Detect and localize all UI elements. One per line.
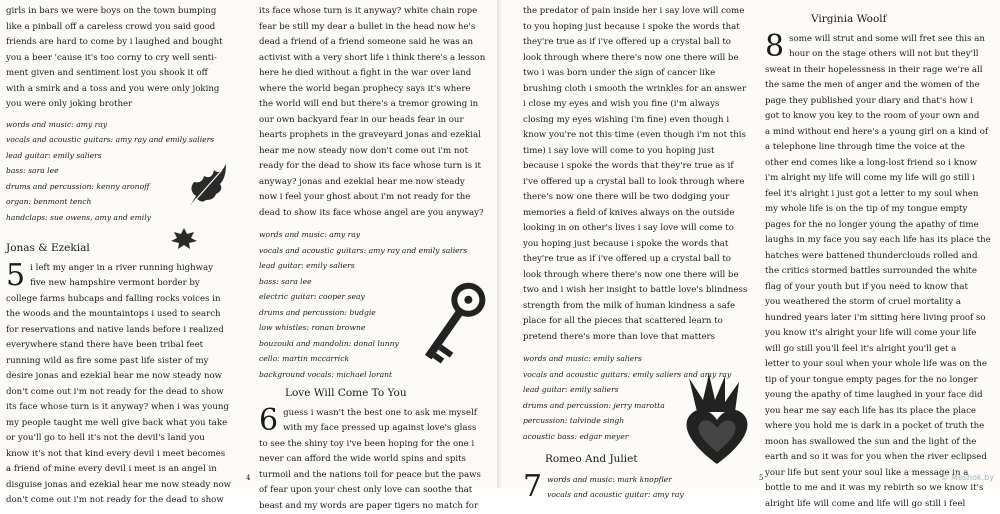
- lyric-line: friends are hard to come by i laughed and bought: [6, 35, 246, 51]
- lyric-line: everywhere stand there have been tribal feet: [6, 338, 246, 354]
- credit-line: words and music: amy ray: [6, 117, 246, 133]
- track-number: 5: [6, 262, 25, 290]
- track-number: 6: [259, 407, 278, 435]
- credit-line: vocals and acoustic guitars: emily saliers and amy ray: [523, 367, 763, 383]
- credit-line: electric guitar: cooper seay: [259, 289, 495, 305]
- credit-line: cello: martin mccarrick: [259, 351, 495, 367]
- lyric-line: its face whose turn is it anyway? when i was young: [6, 400, 246, 416]
- lyric-line: know you're not this time (even though i'm not this: [523, 128, 763, 144]
- lyric-line: strength from the milk of human kindness a safe: [523, 299, 763, 315]
- credit-line: lead guitar: emily saliers: [259, 258, 495, 274]
- lyric-line: its face whose turn is it anyway? white chain rope: [259, 4, 495, 20]
- credit-line: handclaps: sue owens, amy and emily: [6, 210, 246, 226]
- song-lyrics: [765, 32, 997, 513]
- maple-leaf-icon: [170, 226, 198, 250]
- lyric-line: where you hold me is dark in a pocket of truth the: [765, 419, 997, 435]
- lyric-line: letter to your soul when your whole life was on the: [765, 357, 997, 373]
- credit-line: bass: sara lee: [6, 163, 246, 179]
- lyric-line: young the apathy of time laughed in your face did: [765, 388, 997, 404]
- right-page: [501, 0, 1000, 488]
- lyric-line: a friend of mine every devil i meet is an angel in: [6, 462, 246, 478]
- lyric-line: bottle to me and it was my rebirth so we know it's: [765, 481, 997, 497]
- lyric-line: don't come out i'm not ready for the dead to show: [6, 493, 246, 509]
- song-title: Jonas & Ezekial: [6, 241, 246, 257]
- lyric-line: dead to show its face whose angel are you anyway?: [259, 206, 495, 222]
- lyric-line: hatches were battened thunderclouds rolled and: [765, 249, 997, 265]
- lyric-line: they're true as if i've offered up a crystal ball to: [523, 35, 763, 51]
- track-number: 7: [523, 473, 542, 501]
- track-number: 8: [765, 33, 784, 61]
- lyric-line: flag of your youth but if you need to know that: [765, 280, 997, 296]
- credit-line: lead guitar: emily saliers: [6, 148, 246, 164]
- lyric-line: memories a field of knives always on the outside: [523, 206, 763, 222]
- lyric-line: two and i wish her insight to battle love's blindness: [523, 283, 763, 299]
- intro-lyrics: [6, 4, 246, 113]
- lyric-line: earth and so it was for you when the river eclipsed: [765, 450, 997, 466]
- left-page: [0, 0, 499, 488]
- lyric-line: i've offered up a crystal ball to look through where: [523, 175, 763, 191]
- credit-line: lead guitar: emily saliers: [523, 382, 763, 398]
- lyric-line: looking in on other's lives i say love will come to: [523, 221, 763, 237]
- lyric-line: they're true as if i've offered up a crystal ball to: [523, 252, 763, 268]
- page-number: 4: [246, 474, 250, 482]
- credit-line: words and music: amy ray: [259, 227, 495, 243]
- credit-line: background vocals: michael lorant: [259, 367, 495, 383]
- credit-line: percussion: talvinde singh: [523, 413, 763, 429]
- lyric-line: don't come out i'm not ready for the dead to show: [6, 385, 246, 401]
- leaf-icon: [182, 160, 232, 210]
- lyric-line: or you'll go to hell it's not the devil's land you: [6, 431, 246, 447]
- lyric-line: activist with a very short life i think there's a lesson: [259, 51, 495, 67]
- lyric-line: closing my eyes wishing i'm fine) even though i: [523, 113, 763, 129]
- lyric-line: ment given and sentiment lost you shook it off: [6, 66, 246, 82]
- left-column-1: [6, 4, 246, 509]
- lyric-line: alright life will come and life will go still i feel: [765, 497, 997, 513]
- key-icon: [410, 276, 490, 376]
- lyric-line: feel it's alright i just got a letter to my soul when: [765, 187, 997, 203]
- song-lyrics-continued: [259, 4, 495, 221]
- lyric-line: place for all the pieces that scattered learn to: [523, 314, 763, 330]
- lyric-line: a mind without end here's a young girl on a kind of: [765, 125, 997, 141]
- lyric-line: anyway? jonas and ezekial hear me now steady: [259, 175, 495, 191]
- lyric-line: girls in bars we were boys on the town bumping: [6, 4, 246, 20]
- lyric-line: hour on the stage others will not but they'll: [765, 47, 997, 63]
- credit-line: drums and percussion: kenny aronoff: [6, 179, 246, 195]
- song-lyrics-continued: [523, 4, 763, 345]
- lyric-line: will go still you'll feel it's alright you'll get a: [765, 342, 997, 358]
- lyric-line: you hear me say each life has its place the place: [765, 404, 997, 420]
- lyric-line: brushing cloth i smooth the wrinkles for an answer: [523, 82, 763, 98]
- lyric-line: to see the shiny toy i've been hoping for the one i: [259, 437, 495, 453]
- lyric-line: i'm alright my life will come my life will go still i: [765, 171, 997, 187]
- lyric-line: the critics stormed battles surrounded the white: [765, 264, 997, 280]
- lyric-line: you know it's alright your life will come your life: [765, 326, 997, 342]
- lyric-line: the world will end but there's a tremor growing in: [259, 97, 495, 113]
- lyric-line: desire jonas and ezekial hear me now steady now: [6, 369, 246, 385]
- lyric-line: i close my eyes and wish you fine (i'm always: [523, 97, 763, 113]
- watermark: © Meshok.by: [941, 473, 995, 482]
- lyric-line: page they published your diary and that's how i: [765, 94, 997, 110]
- lyric-line: like a pinball off a careless crowd you said good: [6, 20, 246, 36]
- lyric-line: you a beer 'cause it's too corny to cry well senti-: [6, 51, 246, 67]
- song-title: Romeo And Juliet: [545, 452, 763, 468]
- page-number: 5: [759, 474, 763, 482]
- credit-line: vocals and acoustic guitars: amy ray and emily saliers: [259, 243, 495, 259]
- lyric-line: to you hoping just because i spoke the words that: [523, 20, 763, 36]
- lyric-line: disguise jonas and ezekial hear me now steady now: [6, 478, 246, 494]
- lyric-line: other end comes like a long-lost friend so i know: [765, 156, 997, 172]
- lyric-line: time) i say love will come to you hoping just: [523, 144, 763, 160]
- lyric-line: you were only joking brother: [6, 97, 246, 113]
- lyric-line: here he died without a fight in the war over land: [259, 66, 495, 82]
- credit-line: vocals and acoustic guitars: amy ray and emily saliers: [6, 132, 246, 148]
- lyric-line: with a smirk and a toss and you were only joking: [6, 82, 246, 98]
- song-title: Love Will Come To You: [285, 386, 495, 402]
- lyric-line: the predator of pain inside her i say love will come: [523, 4, 763, 20]
- credit-line: low whistles: ronan browne: [259, 320, 495, 336]
- credit-line: bass: sara lee: [259, 274, 495, 290]
- lyric-line: pretend there's more than love that matters: [523, 330, 763, 346]
- credit-line: drums and percussion: jerry marotta: [523, 398, 763, 414]
- lyric-line: for reservations and native lands before i realized: [6, 323, 246, 339]
- song-lyrics: [259, 406, 495, 514]
- lyric-line: with my face pressed up against love's glass: [259, 421, 495, 437]
- lyric-line: sweat in their hopelessness in their rage we're all: [765, 63, 997, 79]
- lyric-line: guess i wasn't the best one to ask me myself: [259, 406, 495, 422]
- lyric-line: because i spoke the words that they're true as if: [523, 159, 763, 175]
- lyric-line: got to know you key to the room of your own and: [765, 109, 997, 125]
- lyric-line: my whole life is on the tip of my tongue empty: [765, 202, 997, 218]
- credit-line: bouzouki and mandolin: donal lunny: [259, 336, 495, 352]
- lyric-line: you weathered the storm of cruel mortality a: [765, 295, 997, 311]
- lyric-line: college farms hubcaps and falling rocks voices in: [6, 292, 246, 308]
- lyric-line: the same the men of anger and the women of the: [765, 78, 997, 94]
- lyric-line: moon has swallowed the sun and the light of the: [765, 435, 997, 451]
- credit-line: acoustic bass: edgar meyer: [523, 429, 763, 445]
- lyric-line: five new hampshire vermont border by: [6, 276, 246, 292]
- song-credits: [523, 472, 763, 503]
- lyric-line: laughs in my face you say each life has its place the: [765, 233, 997, 249]
- lyric-line: your life but sent your soul like a message in a: [765, 466, 997, 482]
- song-lyrics: [523, 472, 763, 503]
- lyric-line: running wild as fire some past life sister of my: [6, 354, 246, 370]
- lyric-line: look through where there's now one there will be: [523, 51, 763, 67]
- credit-line: drums and percussion: budgie: [259, 305, 495, 321]
- song-lyrics: [6, 261, 246, 509]
- lyric-line: pages for the no longer young the apathy of time: [765, 218, 997, 234]
- lyric-line: beast and my words are paper tigers no match for: [259, 499, 495, 514]
- lyric-line: know it's not that kind every devil i meet becomes: [6, 447, 246, 463]
- lyric-line: a telephone line through time the voice at the: [765, 140, 997, 156]
- right-column-2: [765, 4, 997, 512]
- song-title: Virginia Woolf: [811, 12, 997, 28]
- credit-line: vocals and acoustic guitar: amy ray: [523, 487, 763, 503]
- lyric-line: dead a friend of a friend someone said he was an: [259, 35, 495, 51]
- sacred-heart-icon: [677, 372, 757, 468]
- lyric-line: never can afford the wide world spins and spits: [259, 452, 495, 468]
- lyric-line: my people taught me well give back what you take: [6, 416, 246, 432]
- lyric-line: now i feel your ghost about i'm not ready for the: [259, 190, 495, 206]
- credit-line: words and music: emily saliers: [523, 351, 763, 367]
- lyric-line: some will strut and some will fret see this an: [765, 32, 997, 48]
- lyric-line: of fear upon your chest only love can soothe that: [259, 483, 495, 499]
- credit-line: words and music: mark knopfler: [523, 472, 763, 488]
- lyric-line: hearts prophets in the graveyard jonas and ezekial: [259, 128, 495, 144]
- lyric-line: look through where there's now one there will be: [523, 268, 763, 284]
- lyric-line: turmoil and the nations toil for peace but the paws: [259, 468, 495, 484]
- lyric-line: the woods and the mountaintops i used to search: [6, 307, 246, 323]
- lyric-line: i left my anger in a river running highway: [6, 261, 246, 277]
- lyric-line: our own backyard fear in our heads fear in our: [259, 113, 495, 129]
- lyric-line: you hoping just because i spoke the words that: [523, 237, 763, 253]
- lyric-line: two i was born under the sign of cancer like: [523, 66, 763, 82]
- lyric-line: tip of your tongue empty pages for the no longer: [765, 373, 997, 389]
- lyric-line: where the world began prophecy says it's where: [259, 82, 495, 98]
- credit-line: organ: benmont tench: [6, 194, 246, 210]
- lyric-line: hundred years later i'm sitting here living proof so: [765, 311, 997, 327]
- left-column-2: [259, 4, 495, 514]
- lyric-line: hear me now steady now don't come out i'm not: [259, 144, 495, 160]
- lyric-line: ready for the dead to show its face whose turn is it: [259, 159, 495, 175]
- lyric-line: there's now one there will be two dodging your: [523, 190, 763, 206]
- lyric-line: fear be still my dear a bullet in the head now he's: [259, 20, 495, 36]
